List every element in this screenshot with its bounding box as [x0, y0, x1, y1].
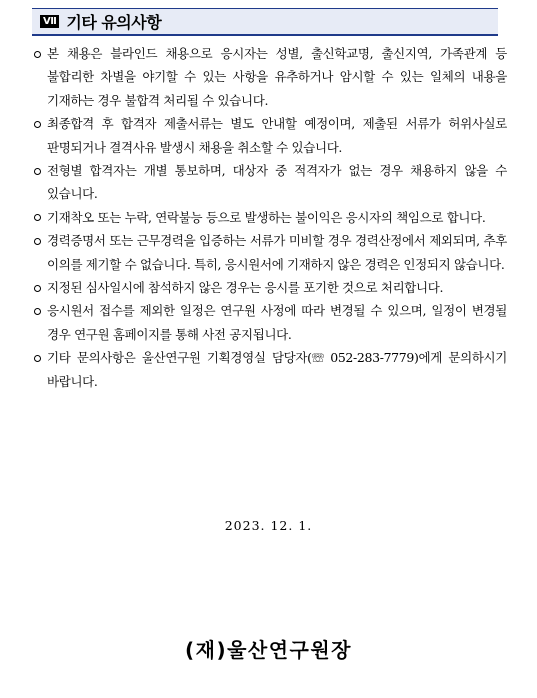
list-item: [33, 346, 507, 393]
list-item: [33, 112, 507, 159]
circle-bullet-icon: [34, 214, 41, 221]
list-item: [33, 42, 507, 112]
list-item: [33, 299, 507, 346]
list-item: [33, 276, 507, 299]
list-item-text: 최종합격 후 합격자 제출서류는 별도 안내할 예정이며, 제출된 서류가 허위사실로 판명되거나 결격사유 발생시 채용을 취소할 수 있습니다.: [47, 116, 507, 155]
list-item-text: 기타 문의사항은 울산연구원 기획경영실 담당자(☏ 052-283-7779)에게 문의하시기 바랍니다.: [47, 350, 507, 389]
list-item: [33, 229, 507, 276]
circle-bullet-icon: [34, 168, 41, 175]
circle-bullet-icon: [34, 238, 41, 245]
notice-list: [33, 42, 507, 393]
list-item-text: 본 채용은 블라인드 채용으로 응시자는 성별, 출신학교명, 출신지역, 가족관계 등 불합리한 차별을 야기할 수 있는 사항을 유추하거나 암시할 수 있는 일체의 내용을 기재하는 경우 불합격 처리될 수 있습니다.: [47, 46, 507, 108]
list-item: [33, 206, 507, 229]
list-item-text: 전형별 합격자는 개별 통보하며, 대상자 중 적격자가 없는 경우 채용하지 않을 수 있습니다.: [47, 163, 507, 202]
list-item-text: 지정된 심사일시에 참석하지 않은 경우는 응시를 포기한 것으로 처리합니다.: [47, 280, 444, 296]
circle-bullet-icon: [34, 285, 41, 292]
list-item: [33, 159, 507, 206]
list-item-text: 경력증명서 또는 근무경력을 입증하는 서류가 미비할 경우 경력산정에서 제외되며, 추후 이의를 제기할 수 없습니다. 특히, 응시원서에 기재하지 않은 경력은 인정되지 않습니다.: [47, 233, 507, 272]
circle-bullet-icon: [34, 121, 41, 128]
circle-bullet-icon: [34, 308, 41, 315]
issuer-signature: (재)울산연구원장: [184, 638, 353, 662]
list-item-text: 응시원서 접수를 제외한 일정은 연구원 사정에 따라 변경될 수 있으며, 일정이 변경될 경우 연구원 홈페이지를 통해 사전 공지됩니다.: [47, 303, 507, 342]
section-number: Ⅶ: [40, 15, 59, 28]
list-item-text: 기재착오 또는 누락, 연락불능 등으로 발생하는 불이익은 응시자의 책임으로 합니다.: [47, 209, 486, 225]
circle-bullet-icon: [34, 355, 41, 362]
section-header: [32, 8, 498, 36]
circle-bullet-icon: [34, 51, 41, 58]
document-date: 2023. 12. 1.: [224, 518, 313, 533]
section-title: 기타 유의사항: [66, 13, 162, 32]
